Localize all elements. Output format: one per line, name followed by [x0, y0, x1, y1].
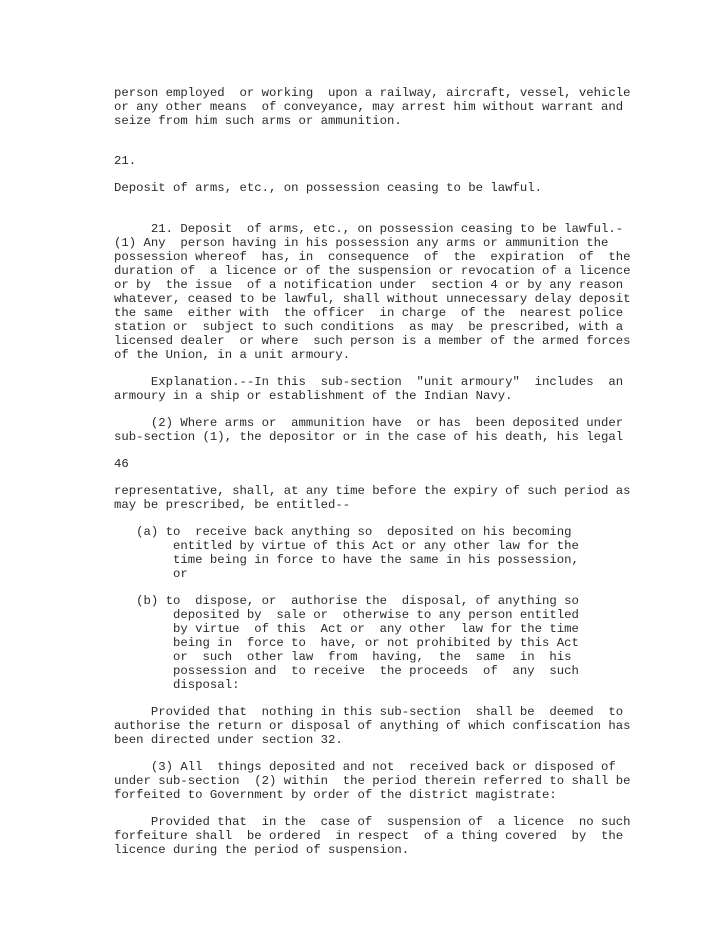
page-number: 46 — [114, 457, 129, 471]
text-line: or — [114, 567, 188, 581]
text-line: (a) to receive back anything so deposited on his becoming — [114, 525, 572, 539]
text-line: forfeiture shall be ordered in respect of a thing covered by the — [114, 829, 624, 843]
text-line: sub-section (1), the depositor or in the case of his death, his legal — [114, 430, 624, 444]
text-line: possession whereof has, in consequence of the expiration of the — [114, 250, 631, 264]
text-line: seize from him such arms or ammunition. — [114, 114, 402, 128]
text-line: under sub-section (2) within the period therein referred to shall be — [114, 774, 631, 788]
text-line: time being in force to have the same in his possession, — [114, 553, 579, 567]
text-line: licence during the period of suspension. — [114, 843, 410, 857]
text-line: Provided that in the case of suspension of a licence no such — [114, 815, 631, 829]
text-line: representative, shall, at any time before the expiry of such period as — [114, 484, 631, 498]
text-line: the same either with the officer in charge of the nearest police — [114, 306, 624, 320]
text-line: forfeited to Government by order of the district magistrate: — [114, 788, 557, 802]
text-line: (b) to dispose, or authorise the disposal, of anything so — [114, 594, 579, 608]
text-line: licensed dealer or where such person is a member of the armed forces — [114, 334, 631, 348]
text-line: Provided that nothing in this sub-section shall be deemed to — [114, 705, 624, 719]
text-line: of the Union, in a unit armoury. — [114, 348, 351, 362]
text-line: whatever, ceased to be lawful, shall without unnecessary delay deposit — [114, 292, 631, 306]
text-line: may be prescribed, be entitled-- — [114, 498, 351, 512]
text-line: or such other law from having, the same in his — [114, 650, 572, 664]
text-line: armoury in a ship or establishment of the Indian Navy. — [114, 389, 513, 403]
text-line: entitled by virtue of this Act or any other law for the — [114, 539, 579, 553]
text-line: authorise the return or disposal of anything of which confiscation has — [114, 719, 631, 733]
text-line: deposited by sale or otherwise to any person entitled — [114, 608, 579, 622]
text-line: (2) Where arms or ammunition have or has been deposited under — [114, 416, 624, 430]
section-heading: Deposit of arms, etc., on possession ceasing to be lawful. — [114, 181, 543, 195]
text-line: (3) All things deposited and not received back or disposed of — [114, 760, 616, 774]
text-line: been directed under section 32. — [114, 733, 343, 747]
text-line: station or subject to such conditions as may be prescribed, with a — [114, 320, 624, 334]
text-line: disposal: — [114, 678, 240, 692]
text-line: being in force to have, or not prohibited by this Act — [114, 636, 579, 650]
section-number: 21. — [114, 154, 137, 168]
text-line: duration of a licence or of the suspension or revocation of a licence — [114, 264, 631, 278]
text-line: or by the issue of a notification under section 4 or by any reason — [114, 278, 624, 292]
text-line: 21. Deposit of arms, etc., on possession ceasing to be lawful.- — [114, 222, 624, 236]
text-line: by virtue of this Act or any other law for the time — [114, 622, 579, 636]
text-line: or any other means of conveyance, may arrest him without warrant and — [114, 100, 624, 114]
text-line: (1) Any person having in his possession any arms or ammunition the — [114, 236, 609, 250]
text-line: possession and to receive the proceeds of any such — [114, 664, 579, 678]
text-line: Explanation.--In this sub-section "unit armoury" includes an — [114, 375, 624, 389]
text-line: person employed or working upon a railway, aircraft, vessel, vehicle — [114, 86, 631, 100]
